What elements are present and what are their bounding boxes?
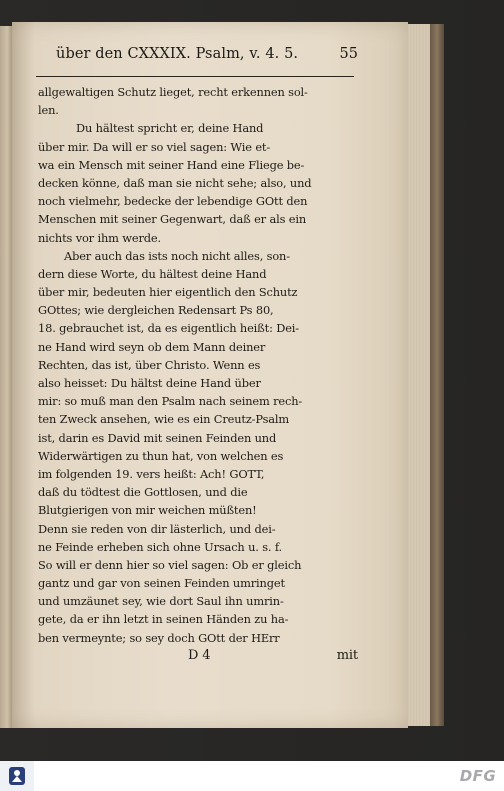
- text-line: allgewaltigen Schutz lieget, recht erkennen sol-: [38, 85, 308, 99]
- text-line: also heisset: Du hältst deine Hand über: [38, 376, 261, 390]
- signature-mark: D 4: [188, 647, 211, 663]
- text-line: Aber auch das ists noch nicht alles, son-: [64, 248, 290, 263]
- page-number: 55: [339, 46, 358, 62]
- page-header: [56, 46, 358, 68]
- body-text: [38, 83, 358, 665]
- text-line: Menschen mit seiner Gegenwart, daß er als ein: [38, 212, 307, 227]
- text-line: So will er denn hier so viel sagen: Ob er gleich: [38, 557, 302, 572]
- text-line: Widerwärtigen zu thun hat, von welchen es: [38, 448, 284, 463]
- text-line: gete, da er ihn letzt in seinen Händen zu ha-: [38, 612, 289, 627]
- text-line: decken könne, daß man sie nicht sehe; also, und: [38, 175, 312, 190]
- text-line: mir: so muß man den Psalm nach seinem rech-: [38, 394, 303, 409]
- text-line: im folgenden 19. vers heißt: Ach! GOTT,: [38, 466, 265, 481]
- text-line: über mir, bedeuten hier eigentlich den Schutz: [38, 285, 298, 300]
- running-head: über den CXXXIX. Psalm, v. 4. 5.: [56, 46, 299, 62]
- text-line: dern diese Worte, du hältest deine Hand: [38, 266, 267, 281]
- text-line: ne Feinde erheben sich ohne Ursach u. s. f.: [38, 539, 282, 554]
- text-line: Blutgierigen von mir weichen müßten!: [38, 503, 257, 518]
- text-line: GOttes; wie dergleichen Redensart Ps 80,: [38, 303, 274, 318]
- text-line: gantz und gar von seinen Feinden umringet: [38, 576, 285, 591]
- header-rule: [36, 76, 354, 77]
- catchword: mit: [336, 647, 358, 663]
- text-line: ist, darin es David mit seinen Feinden und: [38, 430, 277, 445]
- library-crest-icon: [0, 761, 34, 791]
- viewer-footer: [0, 761, 504, 791]
- text-line: nichts vor ihm werde.: [38, 230, 161, 245]
- page-footer-line: [38, 647, 358, 665]
- text-line: ten Zweck ansehen, wie es ein Creutz-Psalm: [38, 412, 290, 427]
- text-line: Denn sie reden von dir lästerlich, und dei-: [38, 521, 276, 536]
- text-line: len.: [38, 103, 59, 118]
- text-line: ne Hand wird seyn ob dem Mann deiner: [38, 339, 266, 354]
- text-line: Du hältest spricht er, deine Hand: [76, 121, 264, 136]
- text-line: Rechten, das ist, über Christo. Wenn es: [38, 357, 261, 372]
- text-line: und umzäunet sey, wie dort Saul ihn umrin-: [38, 594, 284, 609]
- dfg-logo: DFG: [459, 767, 497, 785]
- text-line: wa ein Mensch mit seiner Hand eine Fliege be-: [38, 157, 305, 172]
- text-line: daß du tödtest die Gottlosen, und die: [38, 485, 248, 500]
- page-fore-edge: [408, 24, 431, 726]
- text-line: 18. gebrauchet ist, da es eigentlich heißt: Dei-: [38, 321, 299, 336]
- text-line: über mir. Da will er so viel sagen: Wie et-: [38, 139, 271, 154]
- text-line: noch vielmehr, bedecke der lebendige GOtt den: [38, 194, 308, 209]
- text-line: ben vermeynte; so sey doch GOtt der HErr: [38, 630, 280, 645]
- book-cover-board: [430, 24, 444, 726]
